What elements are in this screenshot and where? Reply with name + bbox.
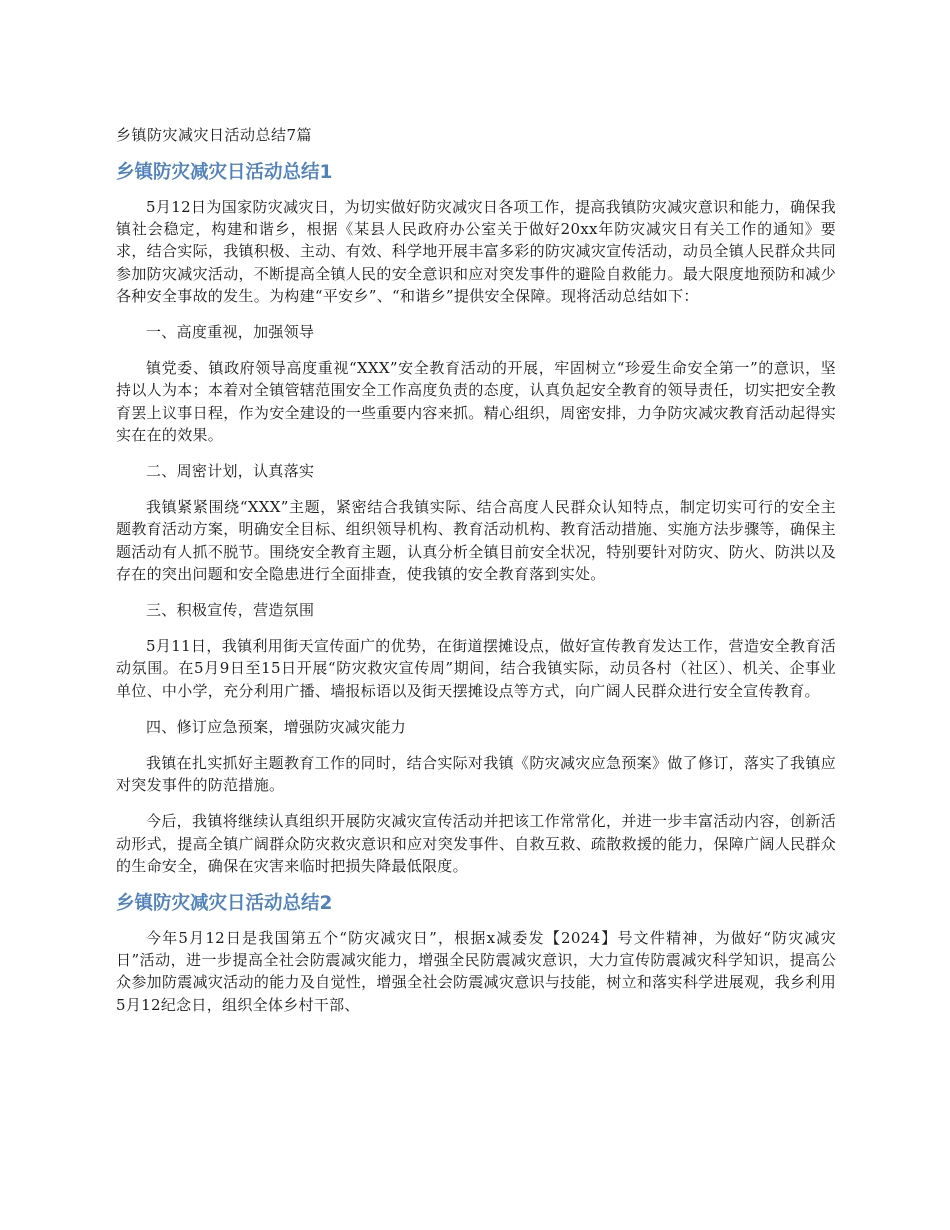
paragraph: 5月11日，我镇利用街天宣传面广的优势，在街道摆摊设点，做好宣传教育发达工作，营造安全教育活动氛围。在5月9日至15日开展“防灾救灾宣传周”期间，结合我镇实际，动员各村（社区）、机关、企事业单位、中小学，充分利用广播、墙报标语以及街天摆摊设点等方式，向广阔人民群众进行安全宣传教育。 — [116, 637, 836, 700]
document-title: 乡镇防灾减灾日活动总结7篇 — [116, 126, 313, 144]
subheading: 四、修订应急预案，增强防灾减灾能力 — [146, 717, 407, 736]
subheading: 一、高度重视，加强领导 — [146, 323, 315, 342]
paragraph: 5月12日为国家防灾减灾日，为切实做好防灾减灾日各项工作，提高我镇防灾减灾意识和能力，确保我镇社会稳定，构建和谐乡，根据《某县人民政府办公室关于做好20xx年防灾减灾日有关工作的通知》要求，结合实际，我镇积极、主动、有效、科学地开展丰富多彩的防灾减灾宣传活动，动员全镇人民群众共同参加防灾减灾活动，不断提高全镇人民的安全意识和应对突发事件的避险自救能力。最大限度地预防和减少各种安全事故的发生。为构建“平安乡”、“和谐乡”提供安全保障。现将活动总结如下： — [116, 198, 836, 305]
document-page — [116, 124, 836, 1030]
subheading: 二、周密计划，认真落实 — [146, 462, 315, 481]
section-1 — [116, 160, 836, 877]
paragraph: 镇党委、镇政府领导高度重视“XXX”安全教育活动的开展，牢固树立“珍爱生命安全第一”的意识，坚持以人为本；本着对全镇管辖范围安全工作高度负责的态度，认真负起安全教育的领导责任，切实把安全教育罢上议事日程，作为安全建设的一些重要内容来抓。精心组织，周密安排，力争防灾减灾教育活动起得实实在在的效果。 — [116, 359, 836, 444]
paragraph: 今年5月12日是我国第五个“防灾减灾日”，根据x减委发【2024】号文件精神，为做好“防灾减灾日”活动，进一步提高全社会防震减灾能力，增强全民防震减灾意识，大力宣传防震减灾科学知识，提高公众参加防震减灾活动的能力及自觉性，增强全社会防震减灾意识与技能，树立和落实科学进展观，我乡利用5月12纪念日，组织全体乡村干部、 — [116, 929, 836, 1014]
section-heading: 乡镇防灾减灾日活动总结1 — [116, 162, 333, 183]
paragraph: 今后，我镇将继续认真组织开展防灾减灾宣传活动并把该工作常常化，并进一步丰富活动内容，创新活动形式，提高全镇广阔群众防灾救灾意识和应对突发事件、自救互救、疏散救援的能力，保障广阔人民群众的生命安全，确保在灾害来临时把损失降最低限度。 — [116, 812, 836, 875]
subheading: 三、积极宣传，营造氛围 — [146, 601, 315, 620]
paragraph: 我镇在扎实抓好主题教育工作的同时，结合实际对我镇《防灾减灾应急预案》做了修订，落实了我镇应对突发事件的防范措施。 — [116, 754, 836, 795]
section-2 — [116, 891, 836, 1016]
section-heading: 乡镇防灾减灾日活动总结2 — [116, 893, 333, 915]
paragraph: 我镇紧紧围绕“XXX”主题，紧密结合我镇实际、结合高度人民群众认知特点，制定切实可行的安全主题教育活动方案，明确安全目标、组织领导机构、教育活动机构、教育活动措施、实施方法步骤等，确保主题活动有人抓不脱节。围绕安全教育主题，认真分析全镇目前安全状况，特别要针对防灾、防火、防洪以及存在的突出问题和安全隐患进行全面排查，使我镇的安全教育落到实处。 — [116, 498, 836, 583]
